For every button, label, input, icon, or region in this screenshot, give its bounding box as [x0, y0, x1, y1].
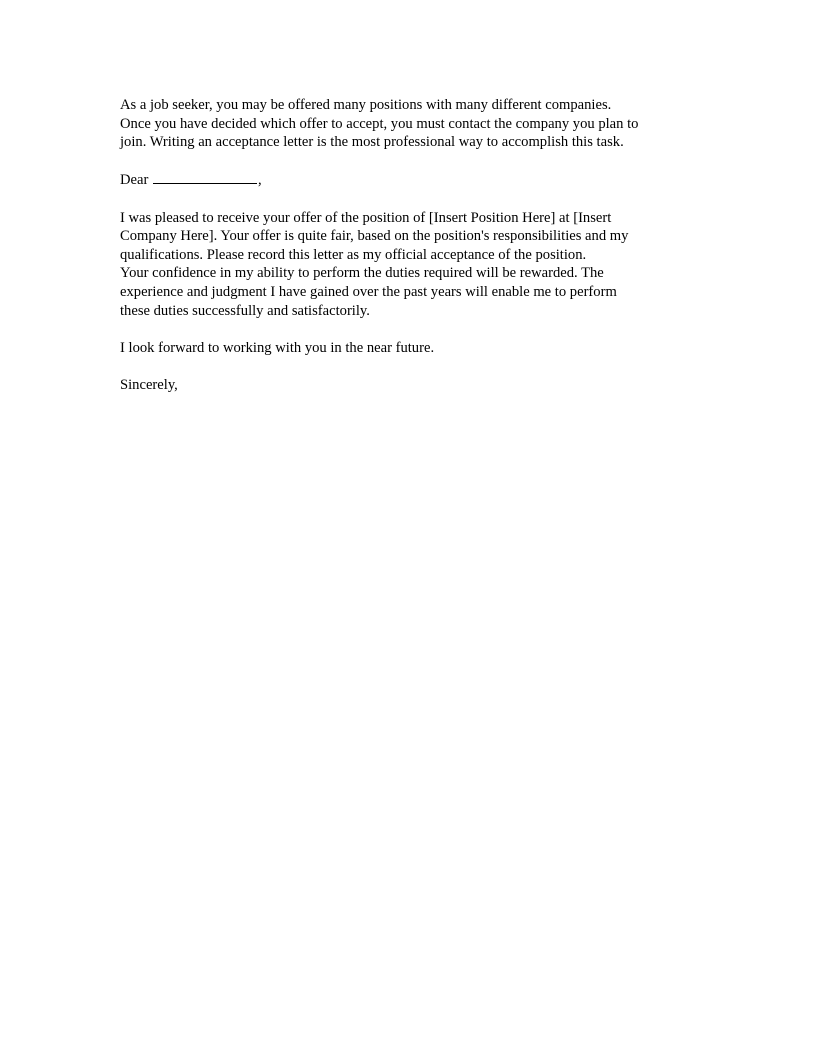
body-line: I was pleased to receive your offer of the position of [Insert Position Here] at [Insert — [120, 209, 612, 226]
body-line: Company Here]. Your offer is quite fair, based on the position's responsibilities and my — [120, 228, 629, 245]
body-line: qualifications. Please record this letter as my official acceptance of the position. — [120, 246, 587, 263]
salutation-prefix: Dear — [120, 172, 149, 189]
salutation-suffix: , — [258, 172, 262, 189]
body-line: experience and judgment I have gained over the past years will enable me to perform — [120, 283, 617, 300]
body-line: these duties successfully and satisfactorily. — [120, 302, 370, 319]
body-line: Your confidence in my ability to perform the duties required will be rewarded. The — [120, 265, 604, 282]
closing-line: I look forward to working with you in the near future. — [120, 339, 435, 356]
intro-line: Once you have decided which offer to accept, you must contact the company you plan to — [120, 115, 639, 132]
salutation — [120, 170, 680, 190]
intro-line: As a job seeker, you may be offered many positions with many different companies. — [120, 97, 612, 113]
closing-paragraph — [120, 339, 680, 358]
paragraph-spacer — [120, 190, 680, 209]
paragraph-spacer — [120, 320, 680, 339]
letter-content — [120, 96, 680, 395]
sign-off: Sincerely, — [120, 376, 178, 393]
sign-off-paragraph — [120, 376, 680, 395]
intro-paragraph — [120, 96, 680, 152]
body-paragraph — [120, 209, 680, 321]
paragraph-spacer — [120, 152, 680, 171]
paragraph-spacer — [120, 357, 680, 376]
recipient-name-blank — [153, 170, 257, 184]
intro-line: join. Writing an acceptance letter is the most professional way to accomplish this task. — [120, 134, 624, 151]
